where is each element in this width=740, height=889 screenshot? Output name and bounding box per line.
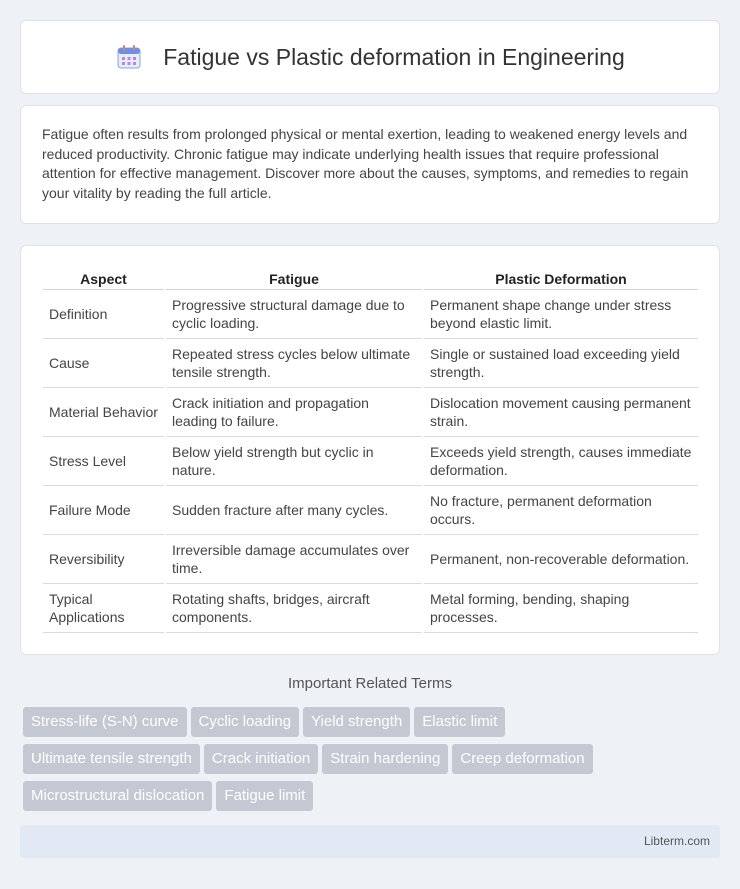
table-row [43, 290, 698, 339]
comparison-table-card [20, 245, 720, 655]
table-cell-plastic: Metal forming, bending, shaping processes. [424, 584, 698, 633]
table-row [43, 437, 698, 486]
table-header-row [43, 264, 698, 290]
table-cell-aspect: Cause [43, 339, 164, 388]
tag-strain-hardening[interactable]: Strain hardening [322, 744, 448, 774]
table-cell-plastic: Permanent shape change under stress beyond elastic limit. [424, 290, 698, 339]
header-aspect: Aspect [43, 264, 164, 290]
related-terms-title: Important Related Terms [288, 675, 452, 692]
tag-ultimate-tensile-strength[interactable]: Ultimate tensile strength [23, 744, 200, 774]
tag-crack-initiation[interactable]: Crack initiation [204, 744, 318, 774]
tag-yield-strength[interactable]: Yield strength [303, 707, 410, 737]
table-cell-aspect: Material Behavior [43, 388, 164, 437]
comparison-table [41, 264, 700, 633]
table-row [43, 339, 698, 388]
intro-text: Fatigue often results from prolonged physical or mental exertion, leading to weakened energy levels and reduced productivity. Chronic fatigue may indicate underlying health issues that require professional attention for effective management. Discover more about the causes, symptoms, and remedies to regain your vitality by reading the full article. [42, 126, 689, 201]
table-row [43, 535, 698, 584]
table-cell-aspect: Typical Applications [43, 584, 164, 633]
table-cell-fatigue: Repeated stress cycles below ultimate tensile strength. [166, 339, 422, 388]
intro-card [20, 105, 720, 224]
table-cell-aspect: Failure Mode [43, 486, 164, 535]
table-cell-fatigue: Crack initiation and propagation leading to failure. [166, 388, 422, 437]
table-cell-fatigue: Progressive structural damage due to cyclic loading. [166, 290, 422, 339]
header-plastic-deformation: Plastic Deformation [424, 264, 698, 290]
table-row [43, 486, 698, 535]
footer-site-link[interactable]: Libterm.com [643, 834, 710, 848]
table-cell-aspect: Reversibility [43, 535, 164, 584]
table-cell-plastic: No fracture, permanent deformation occurs. [424, 486, 698, 535]
tag-creep-deformation[interactable]: Creep deformation [452, 744, 592, 774]
table-cell-plastic: Permanent, non-recoverable deformation. [424, 535, 698, 584]
tag-elastic-limit[interactable]: Elastic limit [414, 707, 505, 737]
tag-fatigue-limit[interactable]: Fatigue limit [216, 781, 313, 811]
table-cell-fatigue: Sudden fracture after many cycles. [166, 486, 422, 535]
table-row [43, 584, 698, 633]
table-cell-fatigue: Irreversible damage accumulates over time. [166, 535, 422, 584]
calendar-icon [115, 43, 143, 71]
table-cell-plastic: Dislocation movement causing permanent strain. [424, 388, 698, 437]
page-title: Fatigue vs Plastic deformation in Engineering [163, 43, 625, 70]
table-cell-aspect: Definition [43, 290, 164, 339]
table-cell-plastic: Single or sustained load exceeding yield strength. [424, 339, 698, 388]
table-cell-fatigue: Below yield strength but cyclic in nature. [166, 437, 422, 486]
tag-microstructural-dislocation[interactable]: Microstructural dislocation [23, 781, 212, 811]
header-card [20, 20, 720, 94]
table-row [43, 388, 698, 437]
header-fatigue: Fatigue [166, 264, 422, 290]
table-cell-fatigue: Rotating shafts, bridges, aircraft components. [166, 584, 422, 633]
related-terms-list [23, 707, 723, 818]
table-cell-aspect: Stress Level [43, 437, 164, 486]
footer [20, 825, 720, 858]
tag-stress-life-curve[interactable]: Stress-life (S-N) curve [23, 707, 187, 737]
tag-cyclic-loading[interactable]: Cyclic loading [191, 707, 300, 737]
table-cell-plastic: Exceeds yield strength, causes immediate deformation. [424, 437, 698, 486]
